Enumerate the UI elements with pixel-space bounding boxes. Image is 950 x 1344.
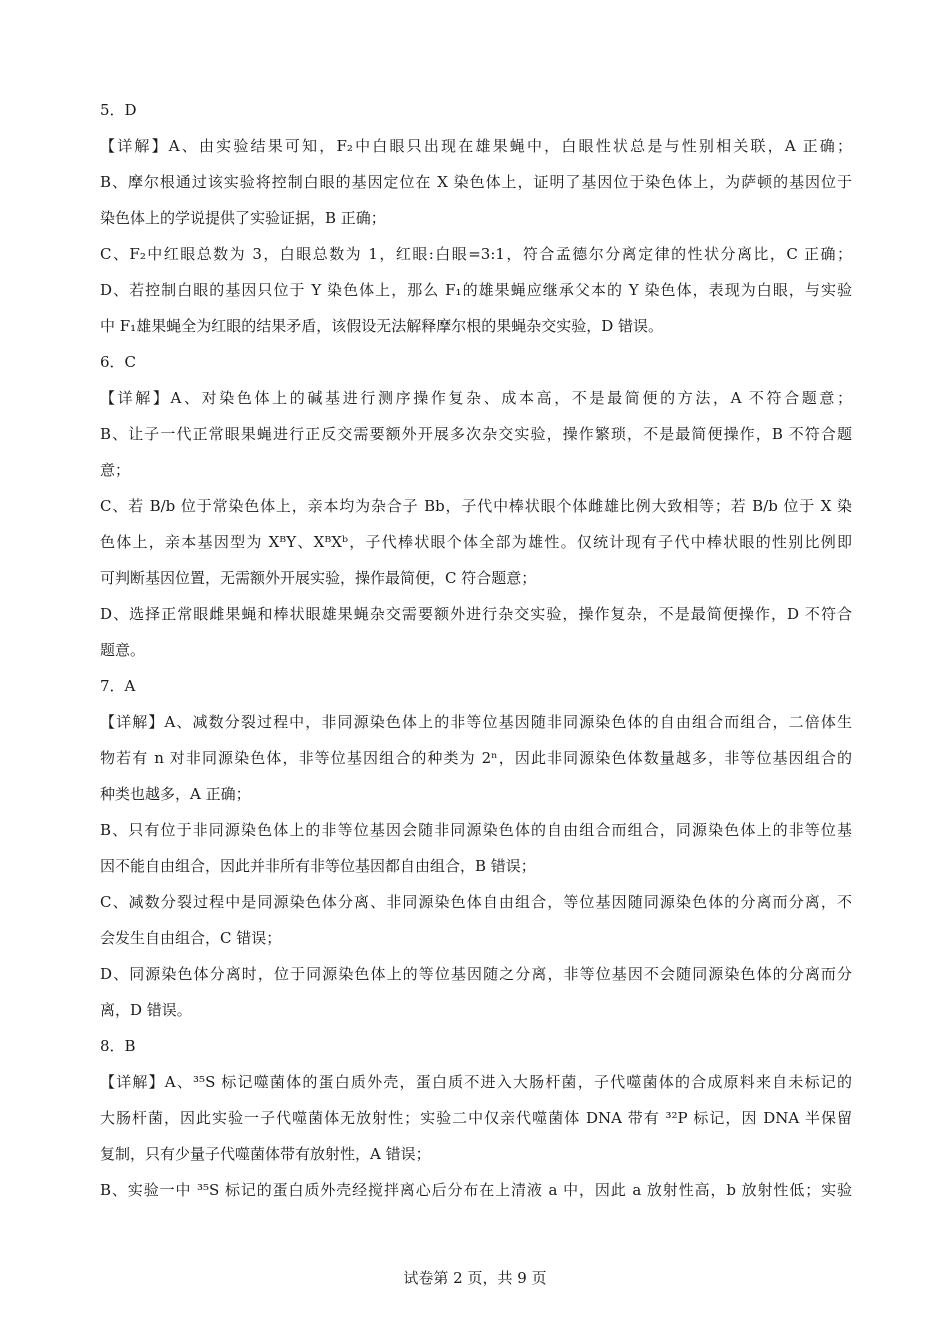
answer-number: 8．B [100,1037,136,1055]
page-footer: 试卷第 2 页，共 9 页 [403,1269,547,1287]
text-line: B、让子一代正常眼果蝇进行正反交需要额外开展多次杂交实验，操作繁琐，不是最简便操作，B 不符合题 [100,425,852,443]
text-line: C、若 B/b 位于常染色体上，亲本均为杂合子 Bb，子代中棒状眼个体雌雄比例大致相等；若 B/b 位于 X 染 [100,497,852,515]
text-line: 复制，只有少量子代噬菌体带有放射性，A 错误； [100,1145,431,1163]
text-line: 染色体上的学说提供了实验证据，B 正确； [100,209,386,227]
text-line: 可判断基因位置，无需额外开展实验，操作最简便，C 符合题意； [100,569,537,587]
text-line: D、选择正常眼雌果蝇和棒状眼雄果蝇杂交需要额外进行杂交实验，操作复杂，不是最简便操作，D 不符合 [100,605,852,623]
text-line: D、同源染色体分离时，位于同源染色体上的等位基因随之分离，非等位基因不会随同源染色体的分离而分 [100,965,852,983]
text-line: 中 F₁雄果蝇全为红眼的结果矛盾，该假设无法解释摩尔根的果蝇杂交实验，D 错误。 [100,317,663,335]
text-line: 意； [100,461,131,479]
text-line: 【详解】A、由实验结果可知，F₂中白眼只出现在雄果蝇中，白眼性状总是与性别相关联，A 正确； [100,137,852,155]
text-line: 物若有 n 对非同源染色体，非等位基因组合的种类为 2ⁿ，因此非同源染色体数量越多，非等位基因组合的 [100,749,852,767]
text-line: C、F₂中红眼总数为 3，白眼总数为 1，红眼:白眼=3:1，符合孟德尔分离定律的性状分离比，C 正确； [100,245,852,263]
text-line: 题意。 [100,641,146,659]
text-line: 【详解】A、减数分裂过程中，非同源染色体上的非等位基因随非同源染色体的自由组合而组合，二倍体生 [100,713,852,731]
text-line: D、若控制白眼的基因只位于 Y 染色体上，那么 F₁的雄果蝇应继承父本的 Y 染色体，表现为白眼，与实验 [100,281,852,299]
text-line: 种类也越多，A 正确； [100,785,251,803]
text-line: 【详解】A、对染色体上的碱基进行测序操作复杂、成本高，不是最简便的方法，A 不符合题意； [100,389,852,407]
text-line: C、减数分裂过程中是同源染色体分离、非同源染色体自由组合，等位基因随同源染色体的分离而分离，不 [100,893,852,911]
text-line: B、实验一中 ³⁵S 标记的蛋白质外壳经搅拌离心后分布在上清液 a 中，因此 a 放射性高，b 放射性低；实验 [100,1181,852,1199]
text-line: 【详解】A、³⁵S 标记噬菌体的蛋白质外壳，蛋白质不进入大肠杆菌，子代噬菌体的合成原料来自未标记的 [100,1073,852,1091]
text-line: 因不能自由组合，因此并非所有非等位基因都自由组合，B 错误； [100,857,536,875]
text-line: 会发生自由组合，C 错误； [100,929,282,947]
text-line: B、摩尔根通过该实验将控制白眼的基因定位在 X 染色体上，证明了基因位于染色体上，为萨顿的基因位于 [100,173,852,191]
answer-number: 5．D [100,101,137,119]
answer-number: 7．A [100,677,136,695]
text-line: 色体上，亲本基因型为 XᴮY、XᴮXᵇ，子代棒状眼个体全部为雄性。仅统计现有子代中棒状眼的性别比例即 [100,533,852,551]
text-line: B、只有位于非同源染色体上的非等位基因会随非同源染色体的自由组合而组合，同源染色体上的非等位基 [100,821,852,839]
text-line: 大肠杆菌，因此实验一子代噬菌体无放射性；实验二中仅亲代噬菌体 DNA 带有 ³²P 标记，因 DNA 半保留 [100,1109,852,1127]
answer-number: 6．C [100,353,137,371]
text-line: 离，D 错误。 [100,1001,192,1019]
